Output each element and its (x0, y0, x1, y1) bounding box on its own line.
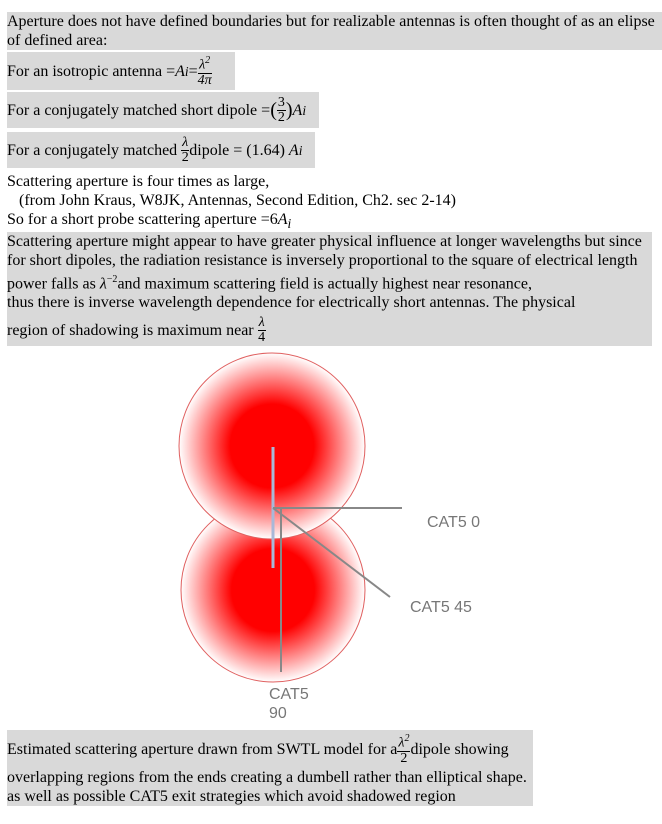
scatter-line-1: Scattering aperture is four times as large, (7, 173, 270, 190)
physics-line-2: for short dipoles, the radiation resistance is inversely proportional to the square of electrical length (7, 252, 638, 269)
cat5-90-label-line-1: CAT5 (269, 686, 309, 703)
fraction-numerator: 3 (277, 94, 285, 110)
isotropic-fraction (198, 54, 212, 88)
caption-line-3: as well as possible CAT5 exit strategies which avoid shadowed region (7, 788, 456, 805)
numerator-exponent: 2 (205, 55, 211, 67)
physics-line-4: thus there is inverse wavelength dependence for electrically short antennas. The physical (7, 294, 576, 312)
aperture-symbol: A (175, 62, 185, 80)
fraction-denominator: 2 (277, 109, 285, 125)
caption-line-2: overlapping regions from the ends creating a dumbell rather than elliptical shape. (7, 769, 527, 786)
caption-line-1-suffix: dipole showing (410, 740, 509, 758)
scatter-citation: (from John Kraus, W8JK, Antennas, Second Edition, Ch2. sec 2-14) (19, 192, 456, 209)
intro-line-1: Aperture does not have defined boundaries but for realizable antennas is often thought of as an elipse (7, 13, 655, 30)
fraction-denominator: 2 (181, 149, 189, 165)
lambda-symbol: λ (99, 275, 107, 293)
caption-block (7, 730, 533, 806)
half-dipole-suffix: dipole = (189, 141, 243, 159)
short-dipole-formula: For a conjugately matched short dipole = ( $\frac{3}{2}$ ) A i (7, 92, 319, 128)
physics-line-3-suffix: and maximum scattering field is actually highest near resonance, (117, 275, 532, 293)
physics-line-3 (7, 270, 652, 293)
fraction-numerator: λ (199, 57, 206, 73)
aperture-subscript: i (184, 63, 189, 79)
isotropic-prefix: For an isotropic antenna = (7, 62, 176, 80)
caption-line-1 (7, 730, 533, 768)
caption-fraction (397, 732, 410, 766)
physics-line-1: Scattering aperture might appear to have greater physical influence at longer wavelengths but since (7, 233, 642, 250)
half-dipole-fraction (181, 136, 189, 165)
cat5-90-label-line-2: 90 (269, 705, 287, 722)
fraction-denominator: 2 (400, 750, 408, 766)
half-dipole-prefix: For a conjugately matched (7, 141, 178, 159)
fraction-numerator: λ (398, 735, 405, 751)
half-dipole-value: (1.64) (246, 141, 285, 159)
equals-sign: = (188, 62, 198, 80)
aperture-subscript: i (298, 142, 303, 158)
fraction-denominator: 4π (197, 72, 212, 88)
short-dipole-prefix: For a conjugately matched short dipole = (7, 101, 271, 119)
physics-line-5-prefix: region of shadowing is maximum near (7, 321, 254, 339)
quarter-wave-fraction (258, 316, 266, 345)
scatter-line-3 (7, 210, 477, 233)
fraction-numerator: λ (182, 134, 189, 150)
aperture-symbol: A (292, 101, 303, 119)
aperture-subscript: i (287, 216, 292, 232)
physics-line-5 (7, 312, 652, 348)
half-dipole-formula (7, 132, 315, 168)
physics-line-3-prefix: power falls as (7, 275, 100, 293)
scatter-line-3-text: So for a short probe scattering aperture =6 (7, 211, 278, 228)
scatter-note (7, 172, 477, 233)
aperture-subscript: i (302, 102, 307, 118)
aperture-symbol: A (288, 141, 299, 159)
short-dipole-fraction (277, 96, 286, 125)
scattering-diagram (0, 348, 662, 728)
intro-block (7, 12, 662, 50)
isotropic-formula (7, 52, 235, 90)
cat5-0-label: CAT5 0 (427, 514, 481, 531)
cat5-45-label: CAT5 45 (410, 599, 472, 616)
physics-block (7, 232, 652, 346)
fraction-denominator: 4 (258, 329, 266, 345)
intro-line-2: of defined area: (7, 32, 108, 49)
numerator-exponent: 2 (404, 733, 410, 745)
aperture-symbol: A (277, 211, 288, 228)
caption-line-1-prefix: Estimated scattering aperture drawn from SWTL model for a (7, 740, 398, 758)
lambda-exponent: −2 (106, 274, 118, 285)
fraction-numerator: λ (258, 314, 265, 330)
